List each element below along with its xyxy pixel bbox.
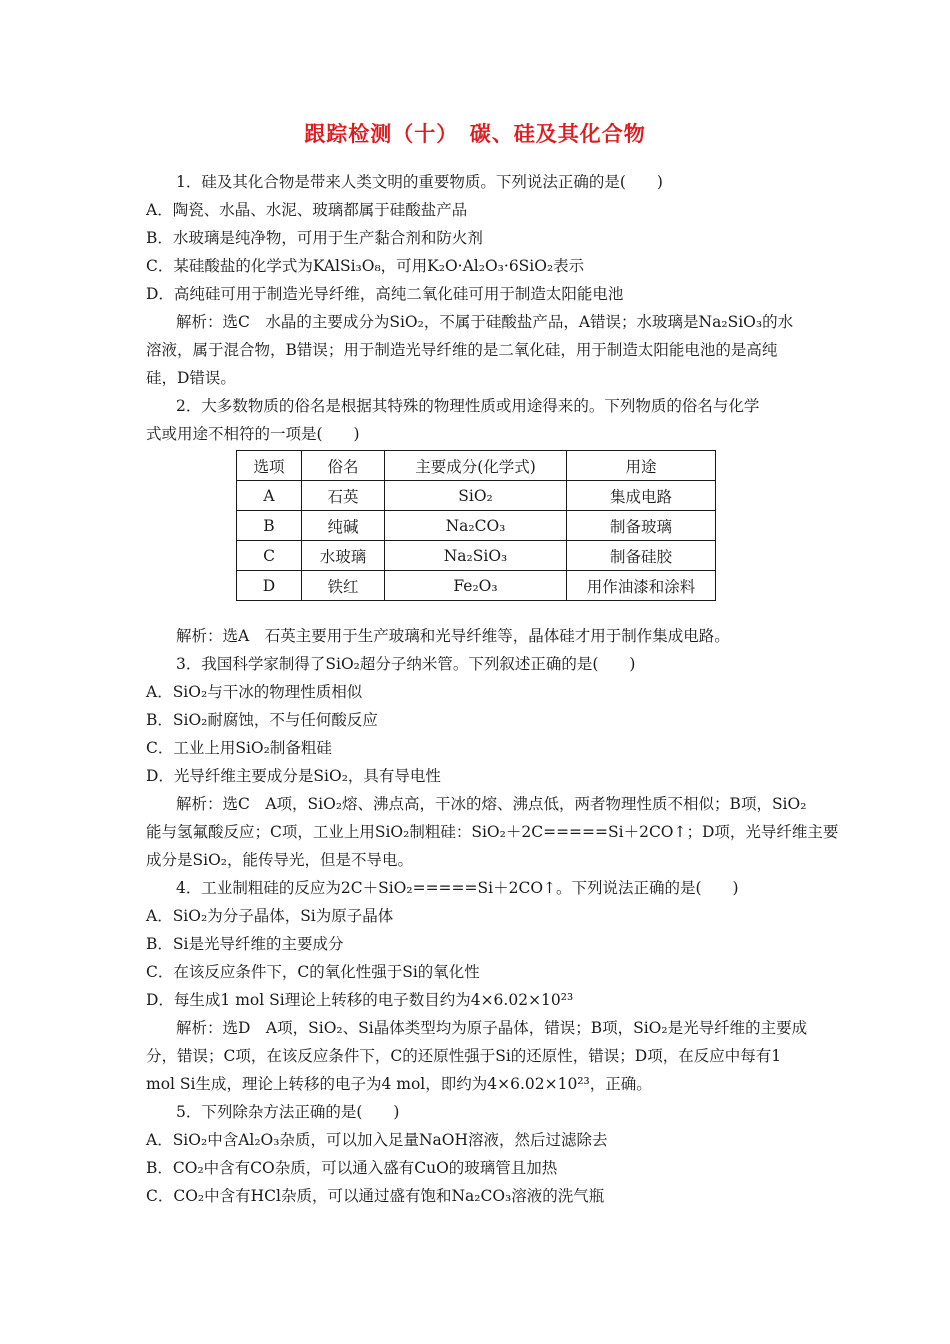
- table-row: [237, 571, 716, 601]
- table-cell: 纯碱: [302, 511, 385, 541]
- table-header-cell: 主要成分(化学式): [385, 451, 567, 481]
- table-cell: 铁红: [302, 571, 385, 601]
- q4-option-d: D．每生成1 mol Si理论上转移的电子数目约为4×6.02×10²³: [146, 991, 574, 1009]
- table-header-cell: 选项: [237, 451, 302, 481]
- q1-stem: 1．硅及其化合物是带来人类文明的重要物质。下列说法正确的是( ): [176, 173, 663, 191]
- table-cell: 用作油漆和涂料: [567, 571, 716, 601]
- q3-option-c: C．工业上用SiO₂制备粗硅: [146, 739, 332, 757]
- substance-table: [236, 450, 716, 601]
- table-cell: A: [237, 481, 302, 511]
- q4-analysis-line: 分，错误；C项，在该反应条件下，C的还原性强于Si的还原性，错误；D项，在反应中每有1: [146, 1047, 782, 1065]
- q3-analysis-line: 能与氢氟酸反应；C项，工业上用SiO₂制粗硅：SiO₂＋2C=====Si＋2CO↑；D项，光导纤维主要: [146, 823, 839, 841]
- table-cell: C: [237, 541, 302, 571]
- table-cell: Na₂CO₃: [385, 511, 567, 541]
- table-cell: 集成电路: [567, 481, 716, 511]
- table-row: [237, 541, 716, 571]
- q4-stem: 4．工业制粗硅的反应为2C＋SiO₂=====Si＋2CO↑。下列说法正确的是( ): [176, 879, 739, 897]
- q3-analysis-line: 解析：选C A项，SiO₂熔、沸点高，干冰的熔、沸点低，两者物理性质不相似；B项，SiO₂: [176, 795, 807, 813]
- table-cell: B: [237, 511, 302, 541]
- q4-option-c: C．在该反应条件下，C的氧化性强于Si的氧化性: [146, 963, 480, 981]
- table-cell: 制备玻璃: [567, 511, 716, 541]
- table-cell: 水玻璃: [302, 541, 385, 571]
- q1-analysis-line: 硅，D错误。: [146, 369, 236, 387]
- table-cell: Na₂SiO₃: [385, 541, 567, 571]
- q4-option-a: A．SiO₂为分子晶体，Si为原子晶体: [146, 907, 394, 925]
- q1-option-c: C．某硅酸盐的化学式为KAlSi₃O₈，可用K₂O·Al₂O₃·6SiO₂表示: [146, 257, 585, 275]
- q1-analysis-line: 解析：选C 水晶的主要成分为SiO₂，不属于硅酸盐产品，A错误；水玻璃是Na₂SiO₃的水: [176, 313, 794, 331]
- table-header-row: [237, 451, 716, 481]
- q3-analysis-line: 成分是SiO₂，能传导光，但是不导电。: [146, 851, 413, 869]
- table-cell: 制备硅胶: [567, 541, 716, 571]
- table-header-cell: 用途: [567, 451, 716, 481]
- q1-option-d: D．高纯硅可用于制造光导纤维，高纯二氧化硅可用于制造太阳能电池: [146, 285, 624, 303]
- q5-option-b: B．CO₂中含有CO杂质，可以通入盛有CuO的玻璃管且加热: [146, 1159, 558, 1177]
- table-cell: D: [237, 571, 302, 601]
- q5-option-a: A．SiO₂中含Al₂O₃杂质，可以加入足量NaOH溶液，然后过滤除去: [146, 1131, 608, 1149]
- q4-option-b: B．Si是光导纤维的主要成分: [146, 935, 344, 953]
- table-cell: 石英: [302, 481, 385, 511]
- table-row: [237, 511, 716, 541]
- table-row: [237, 481, 716, 511]
- q4-analysis-line: 解析：选D A项，SiO₂、Si晶体类型均为原子晶体，错误；B项，SiO₂是光导纤维的主要成: [176, 1019, 808, 1037]
- q3-option-d: D．光导纤维主要成分是SiO₂，具有导电性: [146, 767, 441, 785]
- q5-option-c: C．CO₂中含有HCl杂质，可以通过盛有饱和Na₂CO₃溶液的洗气瓶: [146, 1187, 605, 1205]
- q1-option-a: A．陶瓷、水晶、水泥、玻璃都属于硅酸盐产品: [146, 201, 468, 219]
- table-cell: SiO₂: [385, 481, 567, 511]
- page-title: 跟踪检测（十） 碳、硅及其化合物: [304, 122, 646, 146]
- table-cell: Fe₂O₃: [385, 571, 567, 601]
- q3-option-b: B．SiO₂耐腐蚀，不与任何酸反应: [146, 711, 378, 729]
- q5-stem: 5．下列除杂方法正确的是( ): [176, 1103, 400, 1121]
- q1-option-b: B．水玻璃是纯净物，可用于生产黏合剂和防火剂: [146, 229, 483, 247]
- q2-analysis: 解析：选A 石英主要用于生产玻璃和光导纤维等，晶体硅才用于制作集成电路。: [176, 627, 730, 645]
- q1-analysis-line: 溶液，属于混合物，B错误；用于制造光导纤维的是二氧化硅，用于制造太阳能电池的是高纯: [146, 341, 778, 359]
- q2-stem-cont: 式或用途不相符的一项是( ): [146, 425, 360, 443]
- table-header-cell: 俗名: [302, 451, 385, 481]
- q3-stem: 3．我国科学家制得了SiO₂超分子纳米管。下列叙述正确的是( ): [176, 655, 636, 673]
- q3-option-a: A．SiO₂与干冰的物理性质相似: [146, 683, 363, 701]
- q4-analysis-line: mol Si生成，理论上转移的电子为4 mol，即约为4×6.02×10²³，正确。: [146, 1075, 652, 1093]
- q2-stem: 2．大多数物质的俗名是根据其特殊的物理性质或用途得来的。下列物质的俗名与化学: [176, 397, 760, 415]
